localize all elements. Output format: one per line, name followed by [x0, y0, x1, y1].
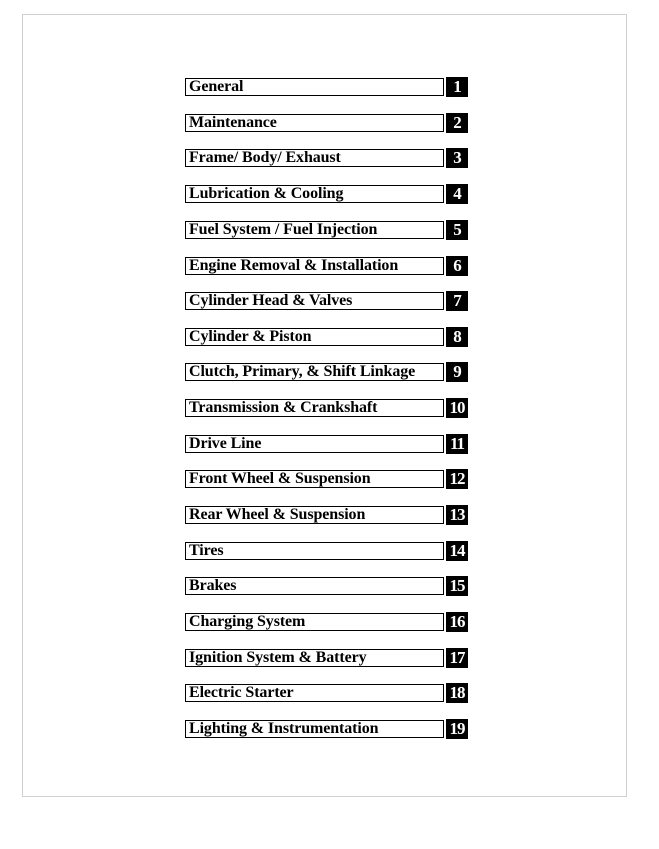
toc-item-clutch-primary[interactable] [185, 362, 468, 384]
toc-item-label: Clutch, Primary, & Shift Linkage [185, 363, 444, 381]
toc-item-electric-starter[interactable] [185, 683, 468, 705]
section-number-badge: 16 [446, 612, 468, 632]
section-number-badge: 12 [446, 469, 468, 489]
toc-item-label: Frame/ Body/ Exhaust [185, 149, 444, 167]
section-number-badge: 15 [446, 576, 468, 596]
toc-item-label: Fuel System / Fuel Injection [185, 221, 444, 239]
toc-item-label: Drive Line [185, 435, 444, 453]
section-number-badge: 5 [446, 220, 468, 240]
toc-item-frame-body-exhaust[interactable] [185, 148, 468, 170]
toc-item-drive-line[interactable] [185, 434, 468, 456]
toc-item-label: Cylinder & Piston [185, 328, 444, 346]
section-number-badge: 19 [446, 719, 468, 739]
toc-item-general[interactable] [185, 77, 468, 99]
toc-item-label: Tires [185, 542, 444, 560]
toc-item-ignition-system[interactable] [185, 648, 468, 670]
section-number-badge: 8 [446, 327, 468, 347]
toc-item-label: Lubrication & Cooling [185, 185, 444, 203]
toc-item-brakes[interactable] [185, 576, 468, 598]
section-number-badge: 3 [446, 148, 468, 168]
toc-item-label: Electric Starter [185, 684, 444, 702]
toc-item-front-wheel[interactable] [185, 469, 468, 491]
toc-item-label: Cylinder Head & Valves [185, 292, 444, 310]
section-number-badge: 2 [446, 113, 468, 133]
toc-item-label: Transmission & Crankshaft [185, 399, 444, 417]
toc-item-label: General [185, 78, 444, 96]
toc-item-lubrication-cooling[interactable] [185, 184, 468, 206]
toc-item-cylinder-piston[interactable] [185, 327, 468, 349]
toc-item-label: Rear Wheel & Suspension [185, 506, 444, 524]
toc-item-label: Ignition System & Battery [185, 649, 444, 667]
toc-item-transmission[interactable] [185, 398, 468, 420]
toc-item-label: Brakes [185, 577, 444, 595]
toc-item-label: Lighting & Instrumentation [185, 720, 444, 738]
section-number-badge: 14 [446, 541, 468, 561]
toc-item-maintenance[interactable] [185, 113, 468, 135]
toc-item-label: Charging System [185, 613, 444, 631]
section-number-badge: 17 [446, 648, 468, 668]
section-number-badge: 4 [446, 184, 468, 204]
toc-item-label: Maintenance [185, 114, 444, 132]
section-number-badge: 9 [446, 362, 468, 382]
section-number-badge: 18 [446, 683, 468, 703]
toc-item-lighting-instrumentation[interactable] [185, 719, 468, 741]
section-number-badge: 6 [446, 256, 468, 276]
toc-item-charging-system[interactable] [185, 612, 468, 634]
document-page [22, 14, 627, 797]
toc-item-engine-removal[interactable] [185, 256, 468, 278]
toc-item-rear-wheel[interactable] [185, 505, 468, 527]
section-number-badge: 7 [446, 291, 468, 311]
toc-item-cylinder-head[interactable] [185, 291, 468, 313]
toc-item-tires[interactable] [185, 541, 468, 563]
section-number-badge: 10 [446, 398, 468, 418]
section-number-badge: 11 [446, 434, 468, 454]
section-number-badge: 13 [446, 505, 468, 525]
toc-item-label: Front Wheel & Suspension [185, 470, 444, 488]
toc-item-fuel-system[interactable] [185, 220, 468, 242]
toc-item-label: Engine Removal & Installation [185, 257, 444, 275]
section-number-badge: 1 [446, 77, 468, 97]
